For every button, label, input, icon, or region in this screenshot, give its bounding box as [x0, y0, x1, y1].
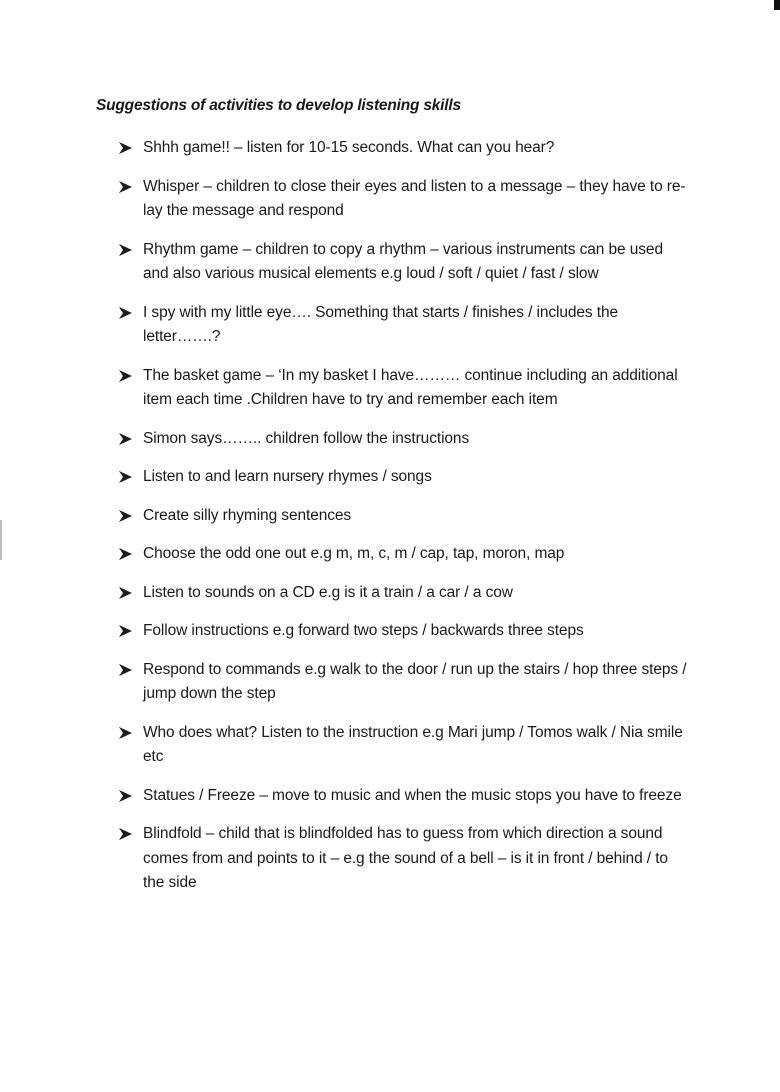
list-item: [118, 822, 688, 896]
list-item-text: Simon says…….. children follow the instructions: [143, 429, 470, 447]
list-item-text: Who does what? Listen to the instruction e.g Mari jump / Tomos walk / Nia smile etc: [143, 723, 683, 765]
arrowhead-bullet-icon: [118, 306, 133, 320]
list-item: [118, 581, 688, 606]
list-item-text: Blindfold – child that is blindfolded has to guess from which direction a sound comes from and points to it – e.g the sound of a bell – is it in front / behind / to the side: [143, 825, 668, 891]
list-item-text: Whisper – children to close their eyes and listen to a message – they have to re-lay the message and respond: [143, 177, 686, 219]
arrowhead-bullet-icon: [118, 369, 133, 383]
list-item-text: Listen to sounds on a CD e.g is it a train / a car / a cow: [143, 583, 513, 601]
list-item: [118, 427, 688, 452]
list-item: [118, 136, 688, 161]
list-item-text: Shhh game!! – listen for 10-15 seconds. What can you hear?: [143, 139, 555, 156]
list-item: [118, 542, 688, 567]
arrowhead-bullet-icon: [118, 586, 133, 600]
arrowhead-bullet-icon: [118, 726, 133, 740]
list-item-text: Listen to and learn nursery rhymes / songs: [143, 468, 432, 485]
list-item: [118, 238, 688, 287]
arrowhead-bullet-icon: [118, 180, 133, 194]
page-title: Suggestions of activities to develop listening skills: [96, 97, 461, 114]
list-item: [118, 784, 688, 809]
list-item: [118, 504, 688, 529]
list-item-text: Create silly rhyming sentences: [143, 506, 352, 524]
scan-artifact: [774, 0, 780, 10]
list-item-text: The basket game – ‘In my basket I have……… continue including an additional item each time .Children have to try and remember each item: [143, 366, 678, 408]
list-item-text: I spy with my little eye…. Something that starts / finishes / includes the letter…….?: [143, 303, 619, 345]
arrowhead-bullet-icon: [118, 432, 133, 446]
arrowhead-bullet-icon: [118, 663, 133, 677]
arrowhead-bullet-icon: [118, 547, 133, 561]
list-item-text: Statues / Freeze – move to music and when the music stops you have to freeze: [143, 786, 682, 804]
arrowhead-bullet-icon: [118, 827, 133, 841]
scan-artifact: [0, 520, 2, 560]
arrowhead-bullet-icon: [118, 509, 133, 523]
arrowhead-bullet-icon: [118, 470, 133, 484]
arrowhead-bullet-icon: [118, 243, 133, 257]
list-item: [118, 175, 688, 224]
arrowhead-bullet-icon: [118, 789, 133, 803]
arrowhead-bullet-icon: [118, 624, 133, 638]
list-item: [118, 465, 688, 490]
list-item-text: Rhythm game – children to copy a rhythm – various instruments can be used and also various musical elements e.g loud / soft / quiet / fast / slow: [143, 240, 663, 282]
list-item-text: Choose the odd one out e.g m, m, c, m / cap, tap, moron, map: [143, 545, 565, 562]
list-item: [118, 301, 688, 350]
list-item: [118, 658, 688, 707]
list-item-text: Follow instructions e.g forward two steps / backwards three steps: [143, 622, 584, 639]
list-item-text: Respond to commands e.g walk to the door / run up the stairs / hop three steps / jump down the step: [143, 660, 687, 702]
list-item: [118, 364, 688, 413]
list-item: [118, 619, 688, 644]
arrowhead-bullet-icon: [118, 141, 133, 155]
activity-list: [118, 136, 688, 910]
list-item: [118, 721, 688, 770]
